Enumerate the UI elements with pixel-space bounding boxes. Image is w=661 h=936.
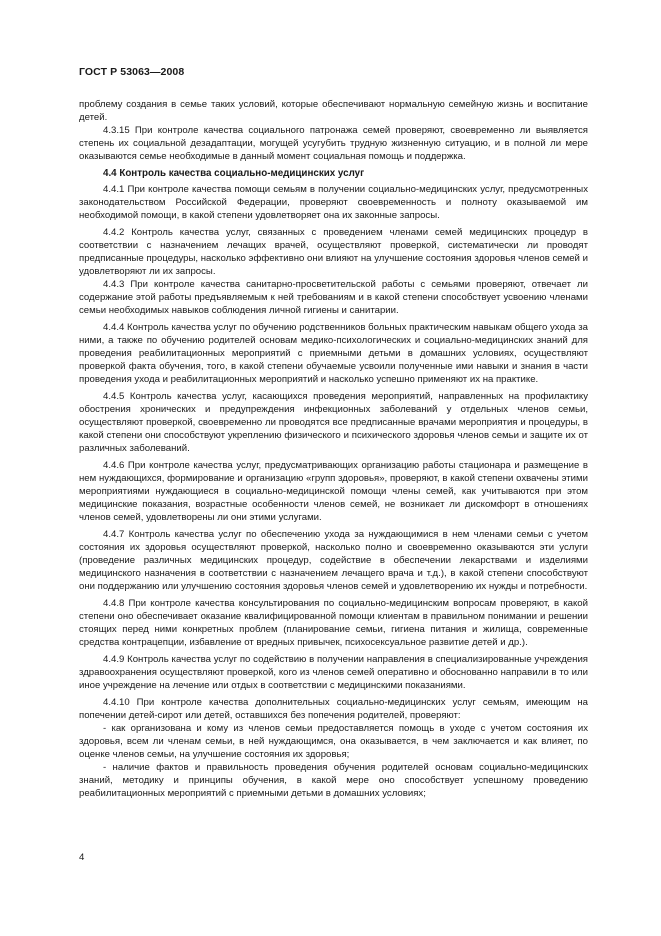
document-header: ГОСТ Р 53063—2008 (79, 66, 185, 78)
paragraph-4-4-10: 4.4.10 При контроле качества дополнительных социально-медицинских услуг семьям, имеющим на попечении детей-сирот или детей, оставшихся без попечения родителей, проверяют: (79, 697, 588, 721)
list-item-training: - наличие фактов и правильность проведения обучения родителей основам социально-медицинских знаний, методику и принципы обучения, в какой мере оно способствует успешному проведению реабилитационных мероприятий с приемными детьми в домашних условиях; (79, 762, 588, 799)
paragraph-4-4-9: 4.4.9 Контроль качества услуг по содействию в получении направления в специализированные учреждения здравоохранения осуществляют проверкой, кого из членов семей оперативно и обоснованно направили в то или иное учреждение на лечение или отдых в соответствии с медицинскими показаниями. (79, 654, 588, 691)
paragraph-4-4-6: 4.4.6 При контроле качества услуг, предусматривающих организацию работы стационара и размещение в нем нуждающихся, формирование и организацию «групп здоровья», проверяют, в какой степени охвачены этими мероприятиями нуждающиеся в социально-медицинской помощи члены семей, как учитываются при этом медицинские показания, возрастные особенности членов семей, не возникает ли дискомфорт в отношениях членов семей, удовлетворены ли они этими услугами. (79, 460, 588, 523)
paragraph-4-4-8: 4.4.8 При контроле качества консультирования по социально-медицинским вопросам проверяют, в какой степени оно обеспечивает оказание квалифицированной помощи клиентам в правильном понимании и решении стоящих перед ними конкретных проблем (планирование семьи, гигиена питания и жилища, современные средства контрацепции, избавление от вредных привычек, психосексуальное развитие детей и др.). (79, 598, 588, 648)
section-heading-4-4: 4.4 Контроль качества социально-медицинских услуг (103, 168, 365, 179)
paragraph-4-4-2: 4.4.2 Контроль качества услуг, связанных с проведением членами семей медицинских процедур в соответствии с назначением лечащих врачей, осуществляют проверкой, систематически ли проводят предписанные процедуры, насколько эффективно они влияют на улучшение состояния здоровья членов семей и удовлетворяют ли их запросы. (79, 227, 588, 277)
paragraph-continuation: проблему создания в семье таких условий, которые обеспечивают нормальную семейную жизнь и воспитание детей. (79, 99, 588, 123)
page-number: 4 (79, 852, 85, 863)
paragraph-4-4-3: 4.4.3 При контроле качества санитарно-просветительской работы с семьями проверяют, отвечает ли содержание этой работы предъявляемым к ней требованиям и в какой степени способствует усвоению членами семьи необходимых навыков соблюдения личной гигиены и санитарии. (79, 279, 588, 316)
list-item-care: - как организована и кому из членов семьи предоставляется помощь в уходе с учетом состояния их здоровья, всем ли членам семьи, в ней нуждающимся, она оказывается, в чем заключается и как влияет, по оценке членов семьи, на улучшение состояния их здоровья; (79, 723, 588, 760)
paragraph-4-3-15: 4.3.15 При контроле качества социального патронажа семей проверяют, своевременно ли выявляется степень их социальной дезадаптации, могущей усугубить трудную жизненную ситуацию, и в полной ли мере оказываются семье необходимые в данный момент социальная помощь и поддержка. (79, 125, 588, 162)
paragraph-4-4-5: 4.4.5 Контроль качества услуг, касающихся проведения мероприятий, направленных на профилактику обострения хронических и предупреждения инфекционных заболеваний у отдельных членов семьи, осуществляют проверкой, своевременно ли проводятся все предписанные врачами мероприятия и процедуры, в какой степени они способствуют укреплению физического и психического здоровья членов семьи и защите их от различных заболеваний. (79, 391, 588, 454)
paragraph-4-4-1: 4.4.1 При контроле качества помощи семьям в получении социально-медицинских услуг, предусмотренных законодательством Российской Федерации, проверяют своевременность и полноту оказываемой им необходимой помощи, в какой степени удовлетворяет она их законные запросы. (79, 184, 588, 221)
paragraph-4-4-7: 4.4.7 Контроль качества услуг по обеспечению ухода за нуждающимися в нем членами семьи с учетом состояния их здоровья осуществляют проверкой, насколько полно и своевременно оказываются эти услуги (проведение различных медицинских процедур, содействие в обеспечении лекарствами и изделиями медицинского назначения в соответствии с назначением лечащего врача и т.д.), в какой степени способствуют они поддержанию или улучшению состояния здоровья членов семей и удовлетворению их нужды и потребности. (79, 529, 588, 592)
document-body (79, 98, 588, 800)
paragraph-4-4-4: 4.4.4 Контроль качества услуг по обучению родственников больных практическим навыкам общего ухода за ними, а также по обучению родителей основам медико-психологических и социально-медицинских знаний для проведения реабилитационных мероприятий с приемными детьми в домашних условиях, осуществляют проверкой факта обучения, того, в какой степени обучаемые усвоили полученные ими навыки и знания в части проведения ухода и реабилитационных мероприятий и насколько успешно применяют их на практике. (79, 322, 588, 385)
